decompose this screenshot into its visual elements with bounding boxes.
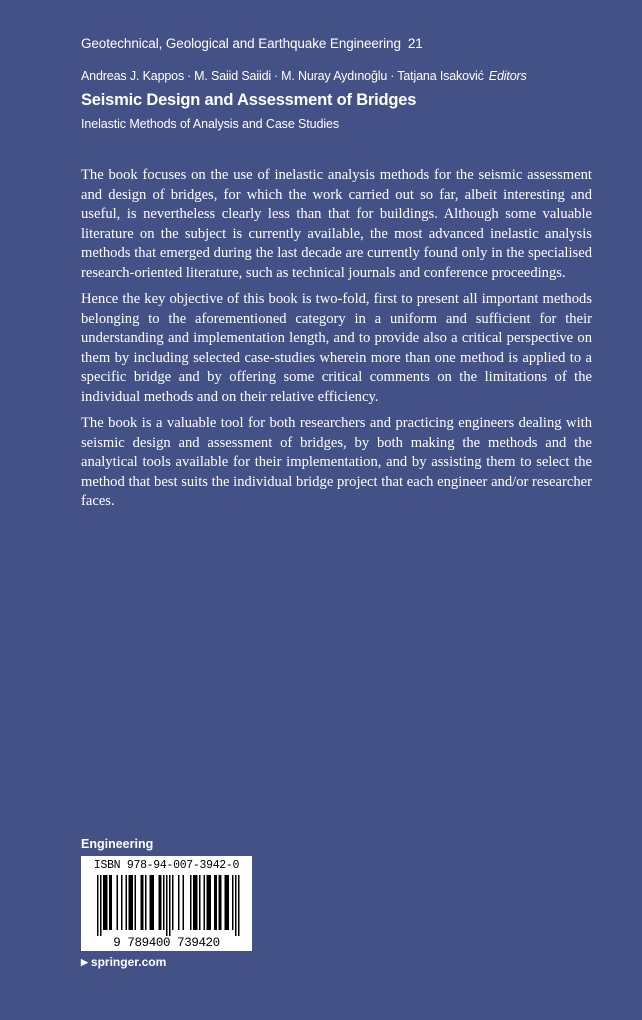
barcode-bar: [163, 875, 165, 930]
isbn-barcode: [81, 856, 252, 951]
barcode-bar: [130, 875, 132, 930]
editor-separator: ·: [187, 69, 192, 83]
barcode-bar: [196, 875, 198, 930]
series-number: 21: [407, 36, 423, 51]
subject-category: Engineering: [81, 837, 154, 851]
barcode-bar: [132, 875, 134, 930]
barcode-bar: [225, 875, 227, 930]
description-paragraph: Hence the key objective of this book is two-fold, first to present all important methods belonging to the aforementioned category in a uniform and sufficient for their understanding and implementation length, and to provide also a critical perspective on them by including selected case-studies wherein more than one method is applied to a specific bridge and by offering some critical comments on the limitations of the individual methods and on their relative efficiency.: [81, 291, 592, 405]
barcode-bar: [141, 875, 143, 930]
barcode-bars: [87, 875, 246, 936]
triangle-right-icon: ▶: [81, 956, 88, 967]
barcode-bar: [153, 875, 155, 930]
barcode-bar: [121, 875, 123, 930]
isbn-label: ISBN 978-94-007-3942-0: [93, 859, 240, 872]
barcode-bar: [207, 875, 209, 930]
barcode-bar: [238, 875, 240, 936]
editors-line: [81, 69, 527, 83]
barcode-bar: [190, 875, 192, 930]
barcode-bar: [214, 875, 216, 930]
barcode-bar: [183, 875, 185, 930]
barcode-bar: [135, 875, 137, 930]
barcode-bar: [145, 875, 147, 930]
barcode-bar: [106, 875, 108, 930]
barcode-bar: [126, 875, 128, 930]
barcode-bar: [166, 875, 168, 936]
ean-digits: 9 789400 739420: [113, 936, 220, 950]
editor-separator: ·: [274, 69, 279, 83]
barcode-bar: [228, 875, 230, 930]
editor-name: M. Saiid Saiidi: [194, 69, 272, 83]
barcode-bar: [169, 875, 171, 936]
barcode-bar: [216, 875, 218, 930]
barcode-bar: [195, 875, 197, 930]
barcode-bar: [172, 875, 174, 930]
barcode-bar: [232, 875, 234, 930]
barcode-bar: [109, 875, 111, 930]
editor-name: M. Nuray Aydınoğlu: [281, 69, 388, 83]
barcode-bar: [220, 875, 222, 930]
publisher-url: springer.com: [90, 955, 167, 969]
book-title: Seismic Design and Assessment of Bridges: [81, 91, 417, 109]
barcode-bar: [159, 875, 161, 930]
editors-role: Editors: [488, 69, 527, 83]
barcode-bar: [150, 875, 152, 930]
barcode-bar: [117, 875, 119, 930]
barcode-bar: [111, 875, 113, 930]
editor-separator: ·: [390, 69, 395, 83]
barcode-bar: [219, 875, 221, 930]
series-heading: [81, 36, 423, 51]
book-subtitle: Inelastic Methods of Analysis and Case Studies: [81, 117, 340, 131]
barcode-bar: [208, 875, 210, 930]
barcode-bar: [151, 875, 153, 930]
barcode-bar: [105, 875, 107, 930]
description-paragraph: The book is a valuable tool for both researchers and practicing engineers dealing with seismic design and assessment of bridges, by both making the methods and the analytical tools available for their implementation, and by assisting them to select the method that best suits the individual bridge project that each engineer and/or researcher faces.: [81, 415, 592, 509]
barcode-bar: [226, 875, 228, 930]
barcode-bar: [193, 875, 195, 930]
editor-name: Andreas J. Kappos: [81, 69, 185, 83]
series-name: Geotechnical, Geological and Earthquake Engineering: [81, 36, 401, 51]
barcode-bar: [103, 875, 105, 930]
barcode-bar: [199, 875, 201, 930]
barcode-bar: [204, 875, 206, 930]
barcode-bar: [129, 875, 131, 930]
editor-name: Tatjana Isaković: [397, 69, 484, 83]
barcode-bar: [97, 875, 99, 936]
barcode-bar: [160, 875, 162, 930]
publisher-link[interactable]: [81, 955, 166, 969]
barcode-bar: [210, 875, 212, 930]
book-description: [81, 166, 592, 519]
barcode-bar: [142, 875, 144, 930]
barcode-bar: [100, 875, 102, 936]
barcode-bar: [235, 875, 237, 936]
barcode-bar: [178, 875, 180, 930]
description-paragraph: The book focuses on the use of inelastic analysis methods for the seismic assessment and design of bridges, for which the work carried out so far, albeit interesting and useful, is nevertheless clearly less than that for buildings. Although some valuable literature on the subject is currently available, the most advanced inelastic analysis methods that emerged during the last decade are currently found only in the specialised research-oriented literature, such as technical journals and conference proceedings.: [81, 167, 592, 281]
